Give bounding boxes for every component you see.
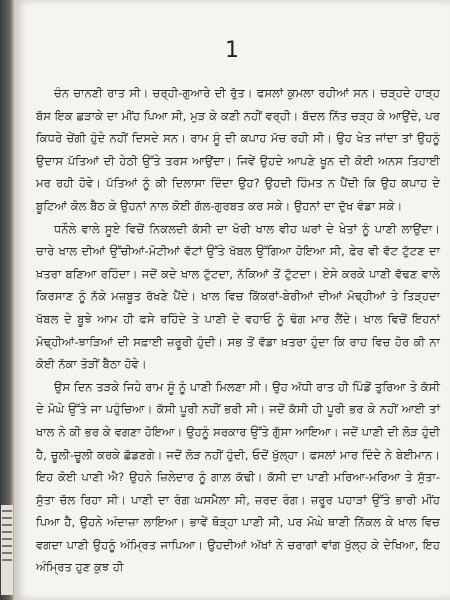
book-gutter [0, 0, 14, 600]
paragraph-1: ਚੰਨ ਚਾਨਣੀ ਰਾਤ ਸੀ। ਚਰ੍ਹੀ-ਗੁਆਰੇ ਦੀ ਰੁੱਤ। ਫਸਲਾਂ ਕੁਮਲਾ ਰਹੀਆਂ ਸਨ। ਚੜ੍ਹਦੇ ਹਾੜ੍ਹ ਬੱਸ ਇਕ ਛੜਾਕੇ ਦਾ ਮੀਂਹ ਪਿਆ ਸੀ, ਮੁੜ ਕੇ ਕਣੀ ਨਹੀਂ ਵਰ੍ਹੀ। ਬੱਦਲ ਨਿੱਤ ਚੜ੍ਹ ਕੇ ਆਉਂਦੇ, ਪਰ ਕਿਧਰੇ ਚੇਂਗੀ ਹੁੰਦੇ ਨਹੀਂ ਦਿਸਦੇ ਸਨ। ਰਾਮ ਸੂੰ ਦੀ ਕਪਾਹ ਮੱਚ ਰਹੀ ਸੀ। ਉਹ ਖੇਤ ਜਾਂਦਾ ਤਾਂ ਉਹਨੂੰ ਉਦਾਸ ਪੱਤਿਆਂ ਦੀ ਹੇਠੀ ਉੱਤੇ ਤਰਸ ਆਉਂਦਾ। ਜਿਵੇਂ ਉਹਦੇ ਆਪਣੇ ਖੂਨ ਦੀ ਕੋਈ ਅਨਸ ਤਿਹਾਈ ਮਰ ਰਹੀ ਹੋਵੇ। ਪੱਤਿਆਂ ਨੂੰ ਕੀ ਦਿਲਾਸਾ ਦਿੰਦਾ ਉਹ? ਉਹਦੀ ਹਿੰਮਤ ਨ ਪੈਂਦੀ ਕਿ ਉਹ ਕਪਾਹ ਦੇ ਬੂਟਿਆਂ ਕੋਲ ਬੈਠ ਕੇ ਉਹਨਾਂ ਨਾਲ ਕੋਈ ਗੱਲ-ਗੁਰਬਤ ਕਰ ਸਕੇ। ਉਹਨਾਂ ਦਾ ਦੁੱਖ ਵੰਡਾ ਸਕੇ। [36, 86, 440, 213]
chapter-number: 1 [225, 38, 239, 63]
body-text [36, 82, 440, 579]
paragraph-3: ਉਸ ਦਿਨ ਤੜਕੇ ਜਿਹੇ ਰਾਮ ਸੂੰ ਨੂੰ ਪਾਣੀ ਮਿਲਣਾ ਸੀ। ਉਹ ਅੱਧੀ ਰਾਤ ਹੀ ਪਿੰਡੋਂ ਤੁਰਿਆ ਤੇ ਕੱਸੀ ਦੇ ਮੋਘੇ ਉੱਤੇ ਜਾ ਪਹੁੰਚਿਆ। ਕੱਸੀ ਪੂਰੀ ਨਹੀਂ ਭਰੀ ਸੀ। ਜਦੋਂ ਕੱਸੀ ਹੀ ਪੂਰੀ ਭਰ ਕੇ ਨਹੀਂ ਆਈ ਤਾਂ ਖਾਲ ਨੇ ਕੀ ਭਰ ਕੇ ਵਗਣਾ ਹੋਇਆ। ਉਹਨੂੰ ਸਰਕਾਰ ਉੱਤੇ ਗੁੱਸਾ ਆਇਆ। ਜਦੋਂ ਪਾਣੀ ਦੀ ਲੋੜ ਹੁੰਦੀ ਹੈ, ਚੂਲੀ-ਚੂਲੀ ਕਰਕੇ ਛੱਡਣਗੇ। ਜਦੋਂ ਲੋੜ ਨਹੀਂ ਹੁੰਦੀ, ਓਦੋਂ ਖੁੱਲ੍ਹਾ। ਫਸਲਾਂ ਮਾਰ ਦਿੰਦੇ ਨੇ ਬੇਈਮਾਨ। ਇਹ ਕੋਈ ਪਾਣੀ ਐ? ਉਹਨੇ ਜ਼ਿਲੇਦਾਰ ਨੂੰ ਗਾਲ਼ ਕੱਢੀ। ਕੱਸੀ ਦਾ ਪਾਣੀ ਮਰਿਆ-ਮਰਿਆ ਤੇ ਸੁੱਤਾ-ਸੁੱਤਾ ਚੱਲ ਰਿਹਾ ਸੀ। ਪਾਣੀ ਦਾ ਰੰਗ ਘਸਮੈਲਾ ਸੀ, ਜ਼ਰਦ ਰੰਗ। ਜ਼ਰੂਰ ਪਹਾੜਾਂ ਉੱਤੇ ਭਾਰੀ ਮੀਂਹ ਪਿਆ ਹੈ, ਉਹਨੇ ਅੰਦਾਜ਼ਾ ਲਾਇਆ। ਭਾਵੇਂ ਥੋੜ੍ਹਾ ਪਾਣੀ ਸੀ, ਪਰ ਮੋਘੇ ਥਾਣੀ ਨਿੱਕਲ ਕੇ ਖਾਲ ਵਿਚ ਵਗਦਾ ਪਾਣੀ ਉਹਨੂੰ ਅੰਮ੍ਰਿਤ ਜਾਪਿਆ। ਉਹਦੀਆਂ ਅੱਖਾਂ ਨੇ ਚਰਾਗਾਂ ਵਾਂਗ ਖੁੱਲ੍ਹ ਕੇ ਦੇਖਿਆ, ਇਹ ਅੰਮ੍ਰਿਤ ਹੁਣ ਕੁਝ ਹੀ [36, 379, 440, 575]
book-page [14, 0, 450, 600]
paragraph-2: ਧਨੌਲੇ ਵਾਲੇ ਸੂਏ ਵਿਚੋਂ ਨਿਕਲਦੀ ਕੱਸੀ ਦਾ ਖੋਰੀ ਖਾਲ ਵੀਹ ਘਰਾਂ ਦੇ ਖੇਤਾਂ ਨੂੰ ਪਾਣੀ ਲਾਉਂਦਾ। ਚਾਰੇ ਖਾਲ ਦੀਆਂ ਉੱਚੀਆਂ-ਮੋਟੀਆਂ ਵੱਟਾਂ ਉੱਤੇ ਖੱਬਲ ਉੱਗਿਆ ਹੋਇਆ ਸੀ, ਫੇਰ ਵੀ ਵੱਟ ਟੁੱਟਣ ਦਾ ਖ਼ਤਰਾ ਬਣਿਆ ਰਹਿੰਦਾ। ਜਦੋਂ ਕਦੇ ਖਾਲ ਟੁੱਟਦਾ, ਨੱਕਿਆਂ ਤੋਂ ਟੁੱਟਦਾ। ਏਸੇ ਕਰਕੇ ਪਾਣੀ ਵੱਢਣ ਵਾਲੇ ਕਿਰਸਾਣ ਨੂੰ ਨੱਕੇ ਮਜ਼ਬੂਤ ਰੱਖਣੇ ਪੈਂਦੇ। ਖਾਲ ਵਿਚ ਕਿੱਕਰਾਂ-ਬੇਰੀਆਂ ਦੀਆਂ ਮੋਢ੍ਹੀਆਂ ਤੇ ਤਿੜ੍ਹਦਾ ਖੱਬਲ ਦੇ ਬੂਝੇ ਆਮ ਹੀ ਫਸੇ ਰਹਿੰਦੇ ਤੇ ਪਾਣੀ ਦੇ ਵਹਾਓ ਨੂੰ ਢੰਗ ਮਾਰ ਲੈਂਦੇ। ਖਾਲ ਵਿਚੋਂ ਇਹਨਾਂ ਮੋਢ੍ਹੀਆਂ-ਝਾੜਿਆਂ ਦੀ ਸਫ਼ਾਈ ਜ਼ਰੂਰੀ ਹੁੰਦੀ। ਸਭ ਤੋਂ ਵੱਡਾ ਖ਼ਤਰਾ ਹੁੰਦਾ ਕਿ ਰਾਹ ਵਿਚ ਹੋਰ ਕੀ ਨਾ ਕੋਈ ਨੱਕਾ ਤੋੜੀਂ ਬੈਠਾ ਹੋਵੇ। [36, 221, 440, 372]
adjacent-page-edge [1, 505, 13, 595]
